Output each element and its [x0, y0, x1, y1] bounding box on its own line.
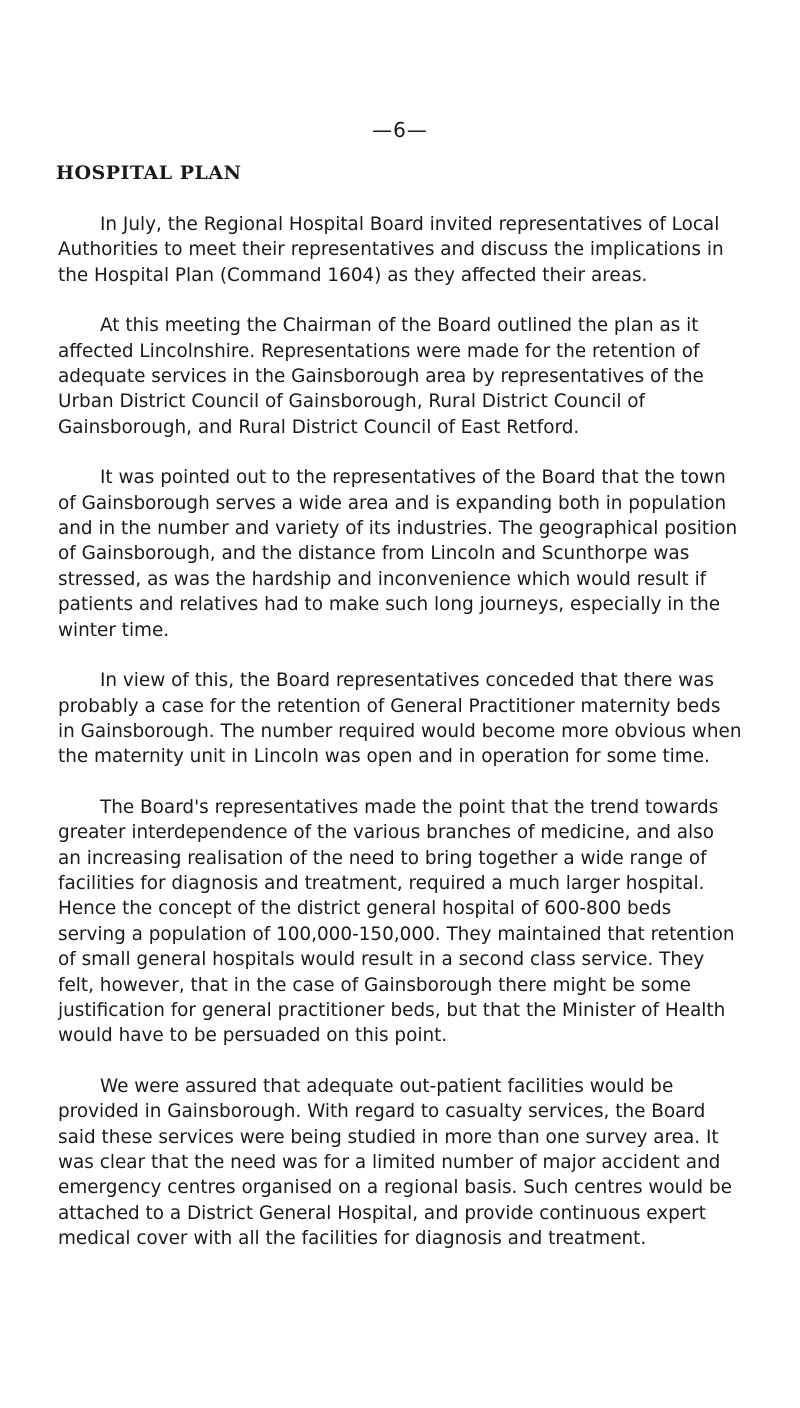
paragraph-gainsborough-position: It was pointed out to the representatives of the Board that the town of Gainsborough serves a wide area and is expanding both in population and in the number and variety of its industries. The geographical position of Gainsborough, and the distance from Lincoln and Scunthorpe was stressed, as was the hardship and inconvenience which would result if patients and relatives had to make such long journeys, especially in the winter time. [58, 467, 738, 641]
paragraph-meeting-invitation: In July, the Regional Hospital Board invited representatives of Local Authorities to meet their representatives and discuss the implications in the Hospital Plan (Command 1604) as they affected their areas. [58, 214, 724, 286]
body-text [58, 212, 742, 1252]
page-number: —6— [372, 118, 428, 142]
section-heading: HOSPITAL PLAN [56, 162, 242, 184]
paragraph-meeting-outline: At this meeting the Chairman of the Board outlined the plan as it affected Lincolnshire. Representations were made for the retention of adequate services in the Gainsborough area by representatives of the Urban District Council of Gainsborough, Rural District Council of Gainsborough, and Rural District Council of East Retford. [58, 315, 704, 438]
paragraph-maternity-beds: In view of this, the Board representatives conceded that there was probably a case for the retention of General Practitioner maternity beds in Gainsborough. The number required would become more obvious when the maternity unit in Lincoln was open and in operation for some time. [58, 670, 742, 768]
paragraph-district-hospital: The Board's representatives made the point that the trend towards greater interdependence of the various branches of medicine, and also an increasing realisation of the need to bring together a wide range of facilities for diagnosis and treatment, required a much larger hospital. Hence the concept of the district general hospital of 600-800 beds serving a population of 100,000-150,000. They maintained that retention of small general hospitals would result in a second class service. They felt, however, that in the case of Gainsborough there might be some justification for general practitioner beds, but that the Minister of Health would have to be persuaded on this point. [58, 796, 735, 1047]
paragraph-outpatient-casualty: We were assured that adequate out-patient facilities would be provided in Gainsborough. With regard to casualty services, the Board said these services were being studied in more than one survey area. It was clear that the need was for a limited number of major accident and emergency centres organised on a regional basis. Such centres would be attached to a District General Hospital, and provide continuous expert medical cover with all the facilities for diagnosis and treatment. [58, 1075, 732, 1250]
